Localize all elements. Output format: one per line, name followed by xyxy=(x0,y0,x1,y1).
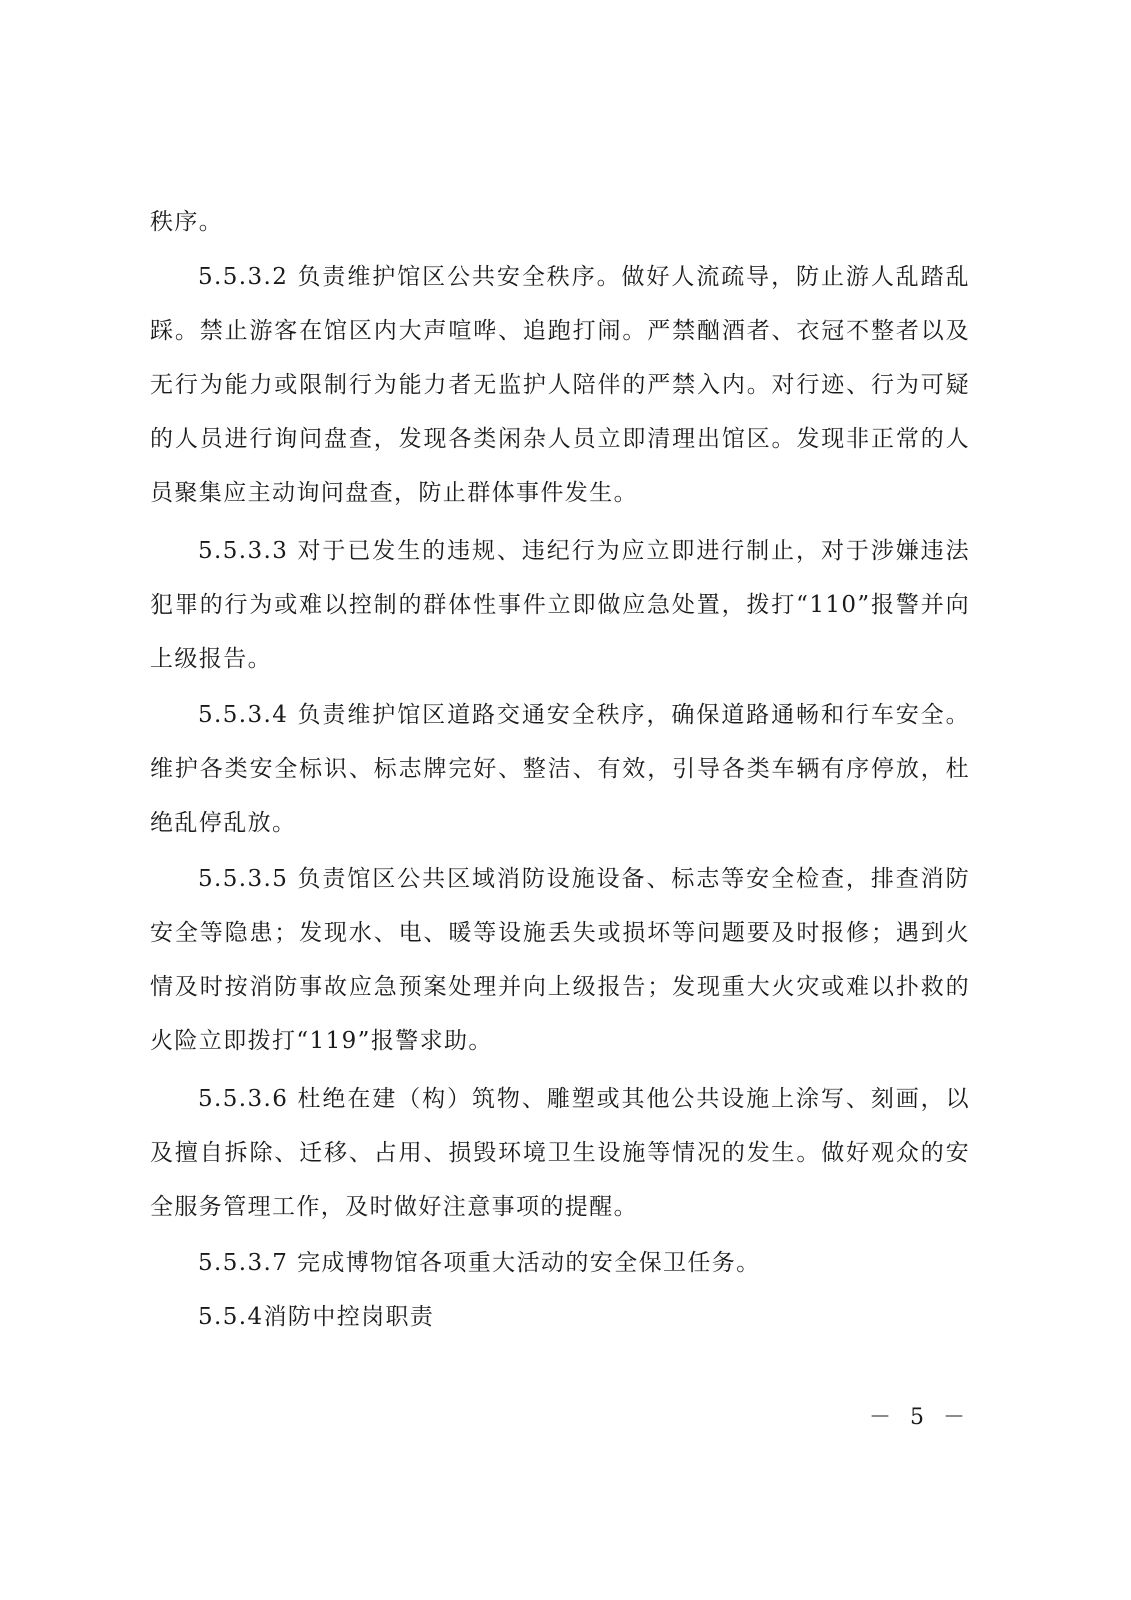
paragraph-5-5-3-5: 5.5.3.5 负责馆区公共区域消防设施设备、标志等安全检查，排查消防安全等隐患；发现水、电、暖等设施丢失或损坏等问题要及时报修；遇到火情及时按消防事故应急预案处理并向上级报告；发现重大火灾或难以扑救的火险立即拨打“119”报警求助。 xyxy=(150,866,970,1054)
page-number: － 5 － xyxy=(869,1405,971,1430)
paragraph-5-5-3-2: 5.5.3.2 负责维护馆区公共安全秩序。做好人流疏导，防止游人乱踏乱踩。禁止游客在馆区内大声喧哗、追跑打闹。严禁酗酒者、衣冠不整者以及无行为能力或限制行为能力者无监护人陪伴的严禁入内。对行迹、行为可疑的人员进行询问盘查，发现各类闲杂人员立即清理出馆区。发现非正常的人员聚集应主动询问盘查，防止群体事件发生。 xyxy=(150,264,970,506)
paragraph-5-5-3-4: 5.5.3.4 负责维护馆区道路交通安全秩序，确保道路通畅和行车安全。维护各类安全标识、标志牌完好、整洁、有效，引导各类车辆有序停放，杜绝乱停乱放。 xyxy=(150,702,970,836)
section-heading-5-5-4: 5.5.4消防中控岗职责 xyxy=(198,1304,435,1330)
paragraph-5-5-3-6: 5.5.3.6 杜绝在建（构）筑物、雕塑或其他公共设施上涂写、刻画，以及擅自拆除、迁移、占用、损毁环境卫生设施等情况的发生。做好观众的安全服务管理工作，及时做好注意事项的提醒。 xyxy=(150,1086,970,1220)
paragraph-5-5-3-7: 5.5.3.7 完成博物馆各项重大活动的安全保卫任务。 xyxy=(198,1250,761,1276)
paragraph-5-5-3-3: 5.5.3.3 对于已发生的违规、违纪行为应立即进行制止，对于涉嫌违法犯罪的行为或难以控制的群体性事件立即做应急处置，拨打“110”报警并向上级报告。 xyxy=(150,538,970,672)
paragraph-continuation: 秩序。 xyxy=(150,209,224,235)
